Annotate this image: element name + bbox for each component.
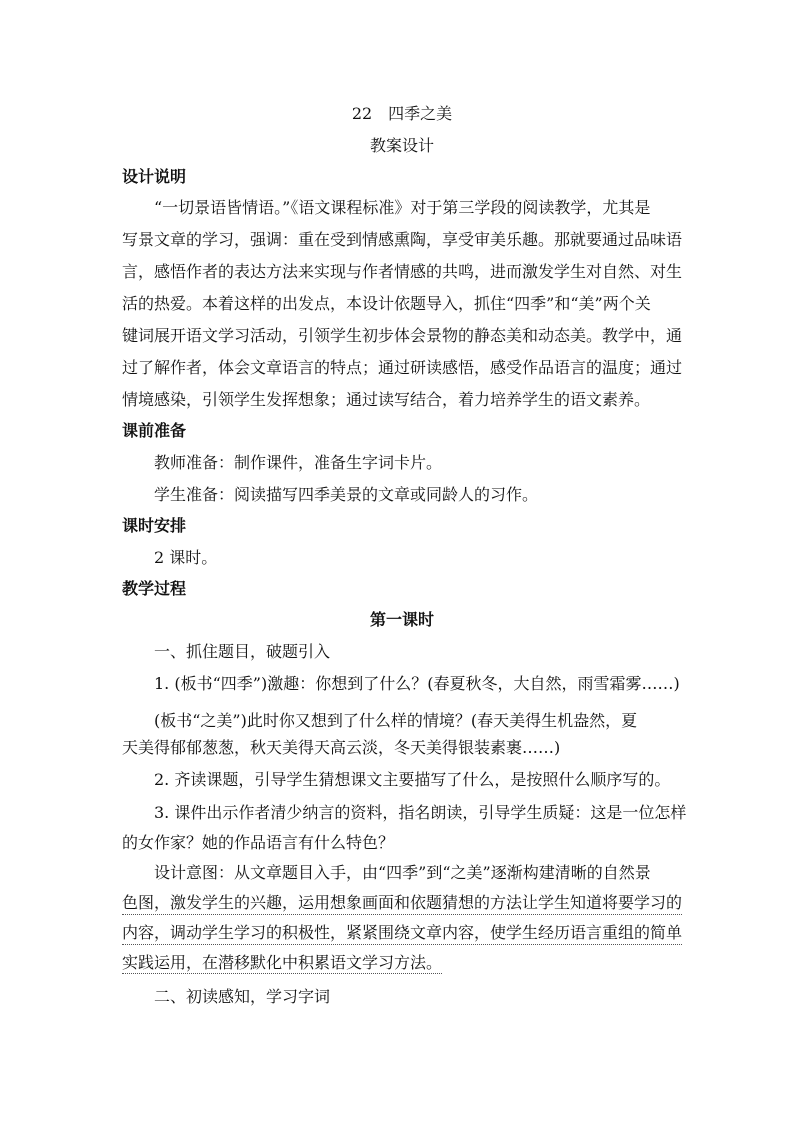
document-subtitle: 教案设计 — [369, 136, 434, 155]
paragraph-line: 过了解作者，体会文章语言的特点；通过研读感悟，感受作品语言的温度；通过 — [122, 358, 683, 377]
paragraph-line: 言，感悟作者的表达方法来实现与作者情感的共鸣，进而激发学生对自然、对生 — [122, 262, 683, 281]
section-heading-preparation: 课前准备 — [122, 421, 187, 440]
list-item: 1. (板书“四季”)激趣：你想到了什么？(春夏秋冬，大自然，雨雪霜雾……) — [122, 674, 680, 693]
section-heading-schedule: 课时安排 — [122, 516, 187, 535]
schedule-text: 2 课时。 — [122, 548, 218, 567]
paragraph-line: 键词展开语文学习活动，引领学生初步体会景物的静态美和动态美。教学中，通 — [122, 326, 683, 345]
paragraph-line: 的女作家？她的作品语言有什么特色？ — [122, 833, 395, 852]
paragraph-line: 天美得郁郁葱葱，秋天美得天高云淡，冬天美得银装素裹……) — [122, 738, 561, 757]
list-item: 2. 齐读课题，引导学生猜想课文主要描写了什么，是按照什么顺序写的。 — [122, 770, 671, 789]
lesson-title: 第一课时 — [369, 610, 434, 629]
document-title: 22 四季之美 — [351, 104, 453, 123]
student-preparation: 学生准备：阅读描写四季美景的文章或同龄人的习作。 — [122, 485, 539, 504]
list-item: 3. 课件出示作者清少纳言的资料，指名朗读，引导学生质疑：这是一位怎样 — [122, 803, 687, 822]
step-title: 一、抓住题目，破题引入 — [122, 642, 331, 661]
paragraph-line: (板书“之美”)此时你又想到了什么样的情境？(春天美得生机盎然，夏 — [122, 711, 638, 730]
step-title: 二、初读感知，学习字词 — [122, 987, 331, 1006]
design-intent-line: 内容，调动学生学习的积极性，紧紧围绕文章内容，使学生经历语言重组的简单 — [122, 923, 682, 945]
design-intent-line: 设计意图：从文章题目入手，由“四季”到“之美”逐渐构建清晰的自然景 — [122, 863, 651, 882]
design-intent-line: 色图，激发学生的兴趣，运用想象画面和依题猜想的方法让学生知道将要学习的 — [122, 893, 682, 915]
paragraph-line: 写景文章的学习，强调：重在受到情感熏陶，享受审美乐趣。那就要通过品味语 — [122, 230, 683, 249]
design-intent-last-wrap — [122, 953, 442, 973]
paragraph-line: 情境感染，引领学生发挥想象；通过读写结合，着力培养学生的语文素养。 — [122, 390, 651, 409]
design-intent-line: 实践运用，在潜移默化中积累语文学习方法。 — [122, 953, 443, 972]
teacher-preparation: 教师准备：制作课件，准备生字词卡片。 — [122, 453, 443, 472]
section-heading-design-note: 设计说明 — [122, 167, 187, 186]
paragraph-line: “一切景语皆情语。”《语文课程标准》对于第三学段的阅读教学，尤其是 — [122, 198, 651, 217]
section-heading-process: 教学过程 — [122, 579, 187, 598]
paragraph-line: 活的热爱。本着这样的出发点，本设计依题导入，抓住“四季”和“美”两个关 — [122, 294, 651, 313]
